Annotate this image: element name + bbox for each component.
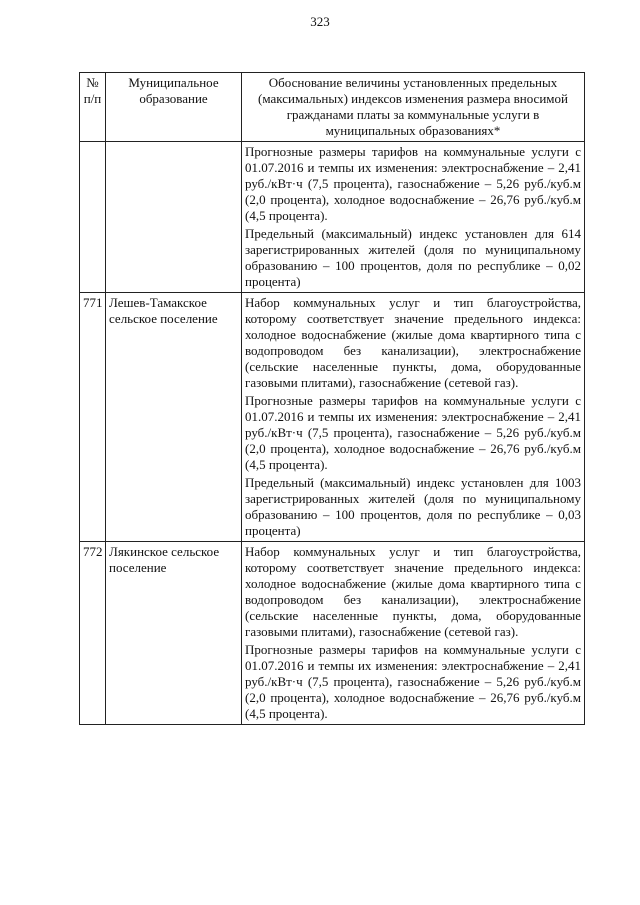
justification-paragraph: Набор коммунальных услуг и тип благоустройства, которому соответствует значение предельного индекса: холодное водоснабжение (жилые дома квартирного типа с водопроводом без канализации), электроснабжение (сельские населенные пункты, дома, оборудованные газовыми плитами), газоснабжение (сетевой газ). <box>245 544 581 639</box>
row-municipality: Лякинское сельское поселение <box>106 542 242 725</box>
row-justification <box>242 542 585 725</box>
table-header-row <box>80 73 585 142</box>
row-num: 772 <box>80 542 106 725</box>
row-justification <box>242 142 585 293</box>
header-municipality: Муниципальное образование <box>106 73 242 142</box>
header-justification: Обоснование величины установленных предельных (максимальных) индексов изменения размера вносимой гражданами платы за коммунальные услуги в муниципальных образованиях* <box>242 73 585 142</box>
page-number: 323 <box>310 14 330 29</box>
justification-paragraph: Предельный (максимальный) индекс установлен для 1003 зарегистрированных жителей (доля по муниципальному образованию – 100 процентов, доля по республике – 0,03 процента) <box>245 475 581 538</box>
row-justification <box>242 293 585 542</box>
table-row <box>80 142 585 293</box>
tariff-table <box>79 72 585 725</box>
table-row <box>80 542 585 725</box>
justification-paragraph: Предельный (максимальный) индекс установлен для 614 зарегистрированных жителей (доля по муниципальному образованию – 100 процентов, доля по республике – 0,02 процента) <box>245 226 581 289</box>
row-num: 771 <box>80 293 106 542</box>
justification-paragraph: Прогнозные размеры тарифов на коммунальные услуги с 01.07.2016 и темпы их изменения: электроснабжение – 2,41 руб./кВт·ч (7,5 процента), газоснабжение – 5,26 руб./куб.м (2,0 процента), холодное водоснабжение – 26,76 руб./куб.м (4,5 процента). <box>245 642 581 721</box>
justification-paragraph: Прогнозные размеры тарифов на коммунальные услуги с 01.07.2016 и темпы их изменения: электроснабжение – 2,41 руб./кВт·ч (7,5 процента), газоснабжение – 5,26 руб./куб.м (2,0 процента), холодное водоснабжение – 26,76 руб./куб.м (4,5 процента). <box>245 393 581 472</box>
table-row <box>80 293 585 542</box>
row-municipality: Лешев-Тамакское сельское поселение <box>106 293 242 542</box>
row-municipality <box>106 142 242 293</box>
justification-paragraph: Набор коммунальных услуг и тип благоустройства, которому соответствует значение предельного индекса: холодное водоснабжение (жилые дома квартирного типа с водопроводом без канализации), электроснабжение (сельские населенные пункты, дома, оборудованные газовыми плитами), газоснабжение (сетевой газ). <box>245 295 581 390</box>
header-num: № п/п <box>80 73 106 142</box>
justification-paragraph: Прогнозные размеры тарифов на коммунальные услуги с 01.07.2016 и темпы их изменения: электроснабжение – 2,41 руб./кВт·ч (7,5 процента), газоснабжение – 5,26 руб./куб.м (2,0 процента), холодное водоснабжение – 26,76 руб./куб.м (4,5 процента). <box>245 144 581 223</box>
row-num <box>80 142 106 293</box>
